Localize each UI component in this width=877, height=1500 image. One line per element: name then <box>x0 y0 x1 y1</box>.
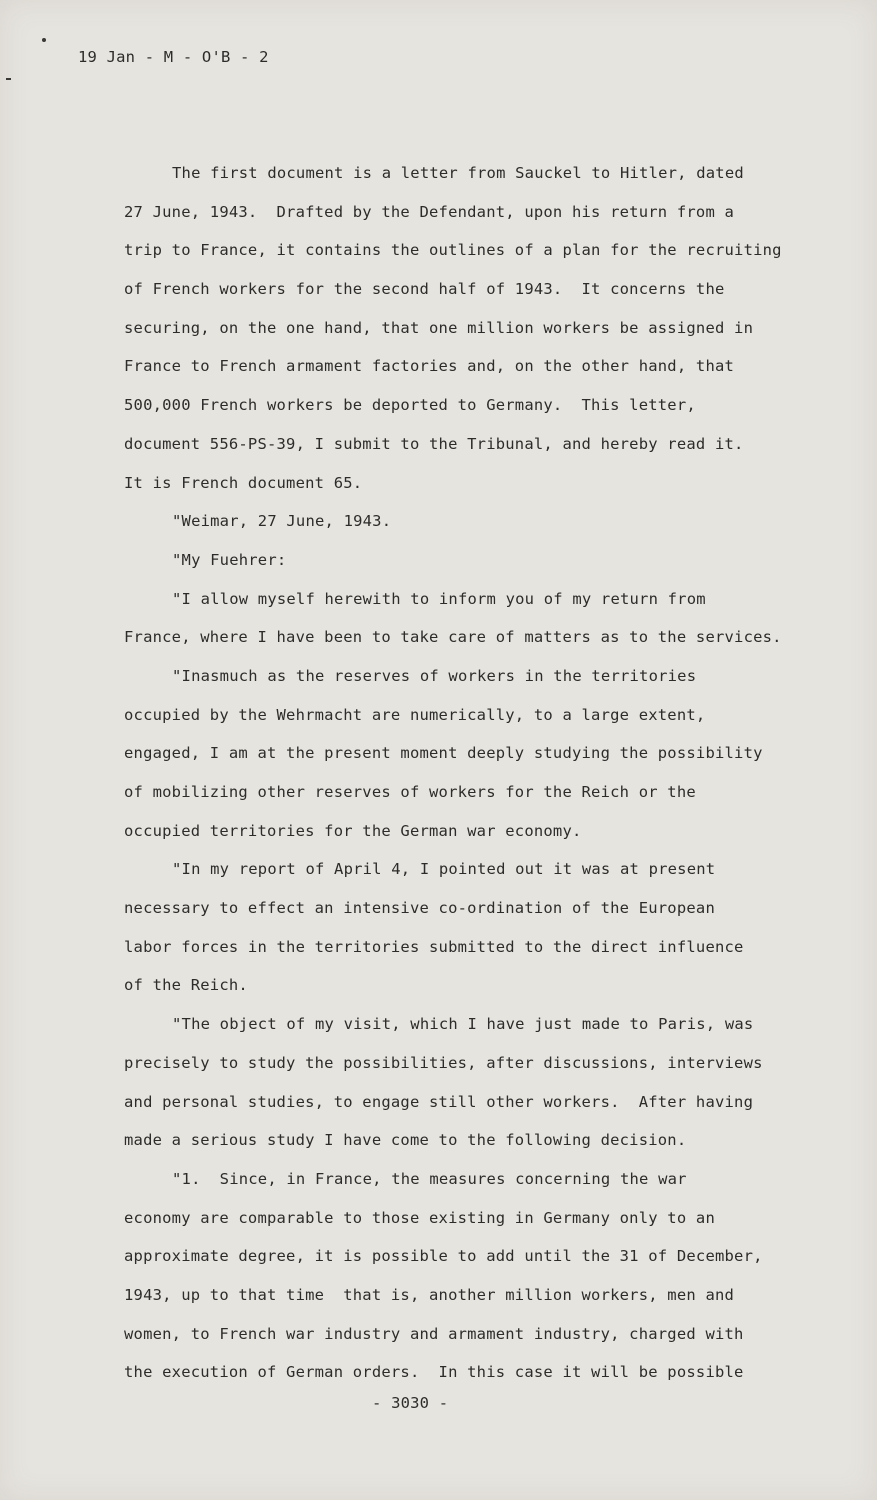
text-line: France, where I have been to take care of matters as to the services. <box>124 628 782 647</box>
text-line: "I allow myself herewith to inform you of my return from <box>172 589 706 608</box>
text-line: "The object of my visit, which I have just made to Paris, was <box>172 1015 754 1034</box>
text-line: women, to French war industry and armament industry, charged with <box>124 1324 744 1343</box>
text-line: made a serious study I have come to the following decision. <box>124 1131 687 1150</box>
text-line: document 556-PS-39, I submit to the Tribunal, and hereby read it. <box>124 434 744 453</box>
text-line: approximate degree, it is possible to add until the 31 of December, <box>124 1247 763 1266</box>
text-line: 1943, up to that time that is, another million workers, men and <box>124 1285 735 1304</box>
text-line: of mobilizing other reserves of workers for the Reich or the <box>124 783 696 801</box>
text-line: securing, on the one hand, that one million workers be assigned in <box>124 318 754 337</box>
punch-mark <box>42 38 46 42</box>
text-line: "My Fuehrer: <box>172 550 287 569</box>
text-line: necessary to effect an intensive co-ordination of the European <box>124 899 715 918</box>
text-line: France to French armament factories and, on the other hand, that <box>124 357 735 376</box>
text-line: "Weimar, 27 June, 1943. <box>172 512 392 531</box>
text-line: "Inasmuch as the reserves of workers in the territories <box>172 666 697 685</box>
text-line: "1. Since, in France, the measures concerning the war <box>172 1169 687 1188</box>
text-line: It is French document 65. <box>124 473 363 492</box>
text-line: economy are comparable to those existing in Germany only to an <box>124 1208 715 1227</box>
text-line: of French workers for the second half of 1943. It concerns the <box>124 280 725 299</box>
text-line: of the Reich. <box>124 976 248 995</box>
document-body <box>124 160 824 1398</box>
text-line: 500,000 French workers be deported to Germany. This letter, <box>124 396 696 415</box>
document-reference: 19 Jan - M - O'B - 2 <box>78 48 269 66</box>
text-line: 27 June, 1943. Drafted by the Defendant, upon his return from a <box>124 202 735 221</box>
text-line: occupied by the Wehrmacht are numerically, to a large extent, <box>124 705 706 724</box>
text-line: The first document is a letter from Sauckel to Hitler, dated <box>172 164 744 182</box>
text-line: precisely to study the possibilities, after discussions, interviews <box>124 1053 763 1072</box>
text-line: the execution of German orders. In this case it will be possible <box>124 1363 744 1382</box>
text-line: engaged, I am at the present moment deeply studying the possibility <box>124 744 763 763</box>
text-line: "In my report of April 4, I pointed out it was at present <box>172 860 716 879</box>
text-line: trip to France, it contains the outlines of a plan for the recruiting <box>124 241 782 260</box>
text-line: occupied territories for the German war economy. <box>124 821 582 840</box>
text-line: and personal studies, to engage still other workers. After having <box>124 1092 754 1111</box>
text-line: labor forces in the territories submitted to the direct influence <box>124 937 744 956</box>
page-number: - 3030 - <box>372 1394 449 1412</box>
edge-mark <box>6 78 11 80</box>
